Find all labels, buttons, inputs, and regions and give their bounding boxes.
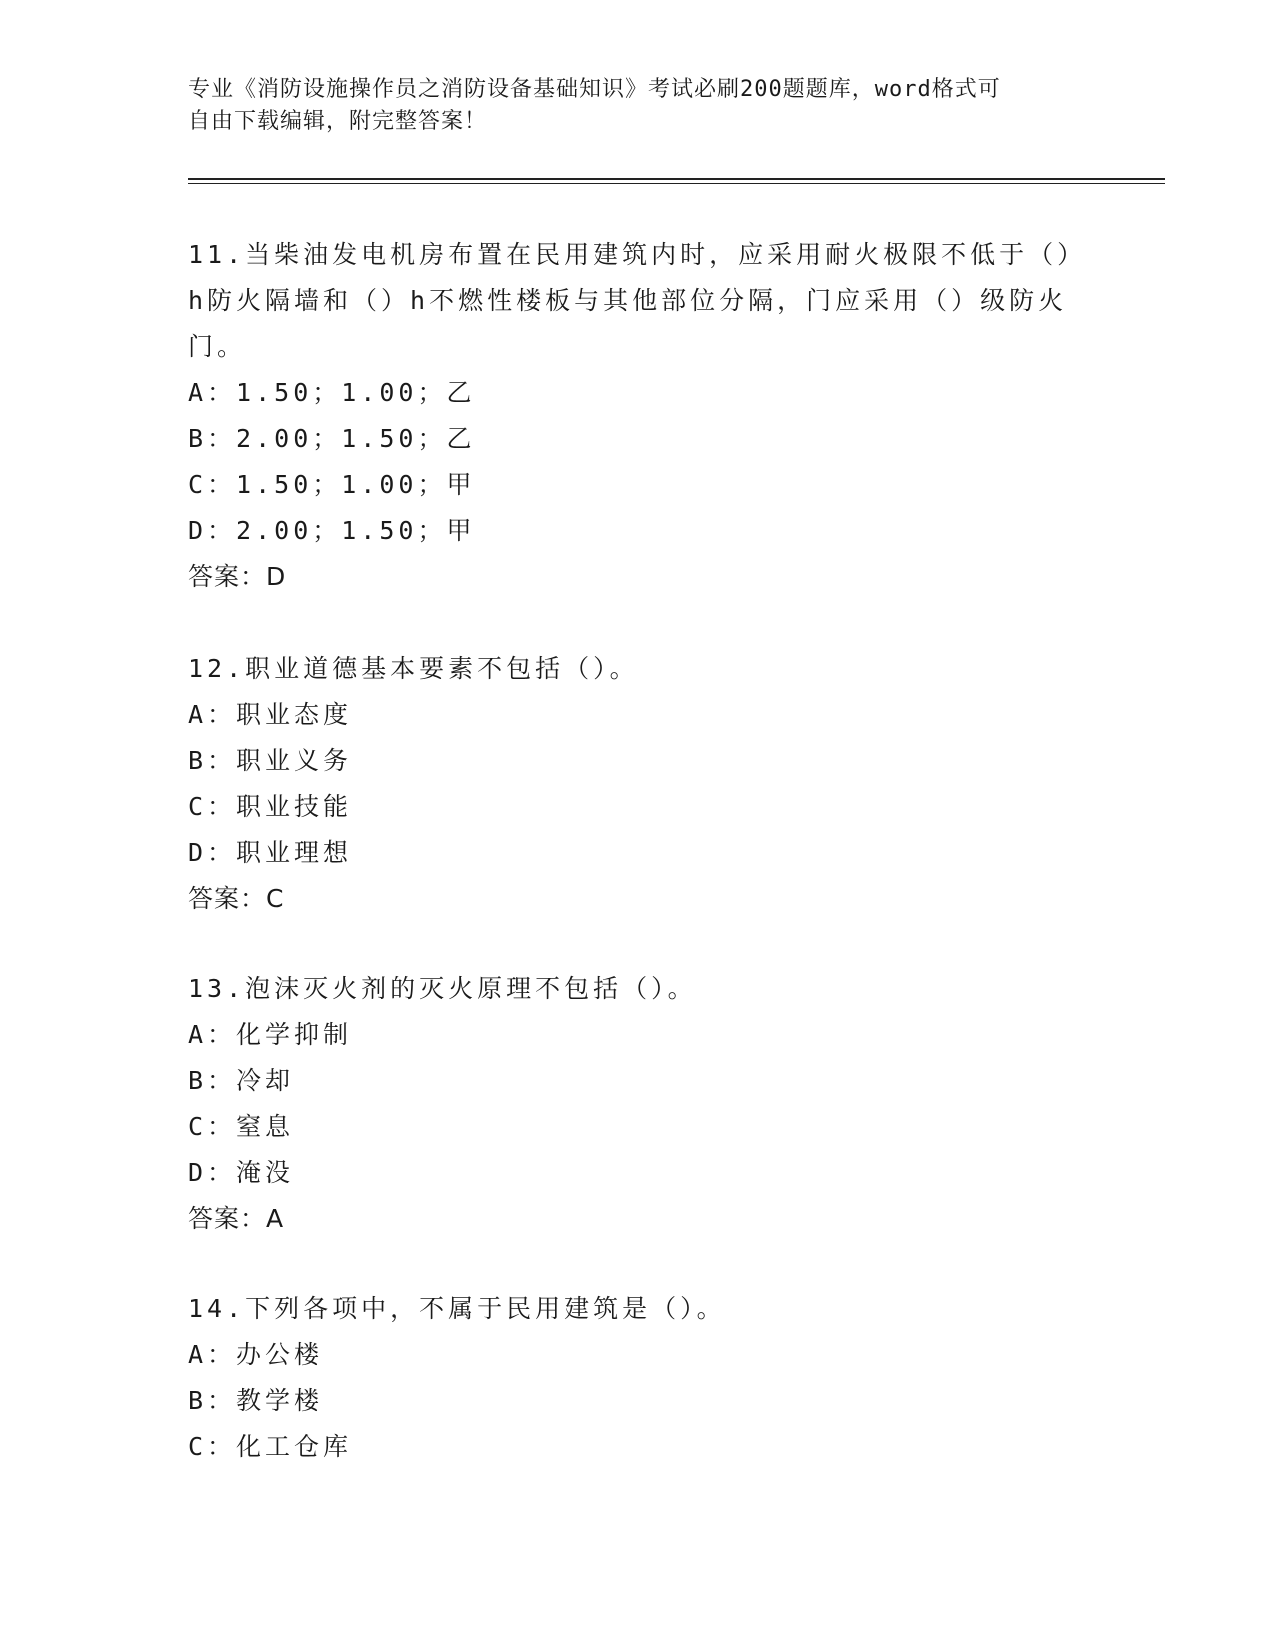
question-stem-line: h防火隔墙和（）h不燃性楼板与其他部位分隔，门应采用（）级防火	[188, 286, 1068, 315]
answer-text: 答案：D	[188, 562, 287, 591]
option-b: B：冷却	[188, 1066, 295, 1095]
document-header	[188, 74, 1088, 138]
question-11	[188, 232, 1088, 600]
header-line-1: 专业《消防设施操作员之消防设备基础知识》考试必刷200题题库，word格式可	[188, 77, 1001, 102]
question-13	[188, 966, 1088, 1242]
option-d: D：2.00；1.50；甲	[188, 516, 476, 545]
option-b: B：2.00；1.50；乙	[188, 424, 476, 453]
question-stem-line: 11.当柴油发电机房布置在民用建筑内时，应采用耐火极限不低于（）	[188, 240, 1087, 269]
answer-text: 答案：A	[188, 1204, 285, 1233]
option-a: A：职业态度	[188, 700, 353, 729]
option-a: A：1.50；1.00；乙	[188, 378, 476, 407]
header-line-2: 自由下载编辑，附完整答案！	[188, 109, 488, 134]
option-c: C：职业技能	[188, 792, 353, 821]
option-a: A：化学抑制	[188, 1020, 353, 1049]
option-b: B：教学楼	[188, 1386, 324, 1415]
answer-text: 答案：C	[188, 884, 285, 913]
option-d: D：职业理想	[188, 838, 353, 867]
option-b: B：职业义务	[188, 746, 353, 775]
header-divider-thin	[188, 183, 1165, 184]
option-a: A：办公楼	[188, 1340, 324, 1369]
question-stem-line: 门。	[188, 332, 247, 361]
question-12	[188, 646, 1088, 922]
option-c: C：窒息	[188, 1112, 295, 1141]
option-c: C：1.50；1.00；甲	[188, 470, 476, 499]
question-stem-line: 14.下列各项中，不属于民用建筑是（）。	[188, 1294, 726, 1323]
option-d: D：淹没	[188, 1158, 295, 1187]
question-stem-line: 13.泡沫灭火剂的灭火原理不包括（）。	[188, 974, 697, 1003]
header-divider	[188, 178, 1165, 180]
question-14	[188, 1286, 1088, 1470]
question-stem-line: 12.职业道德基本要素不包括（）。	[188, 654, 639, 683]
option-c: C：化工仓库	[188, 1432, 353, 1461]
